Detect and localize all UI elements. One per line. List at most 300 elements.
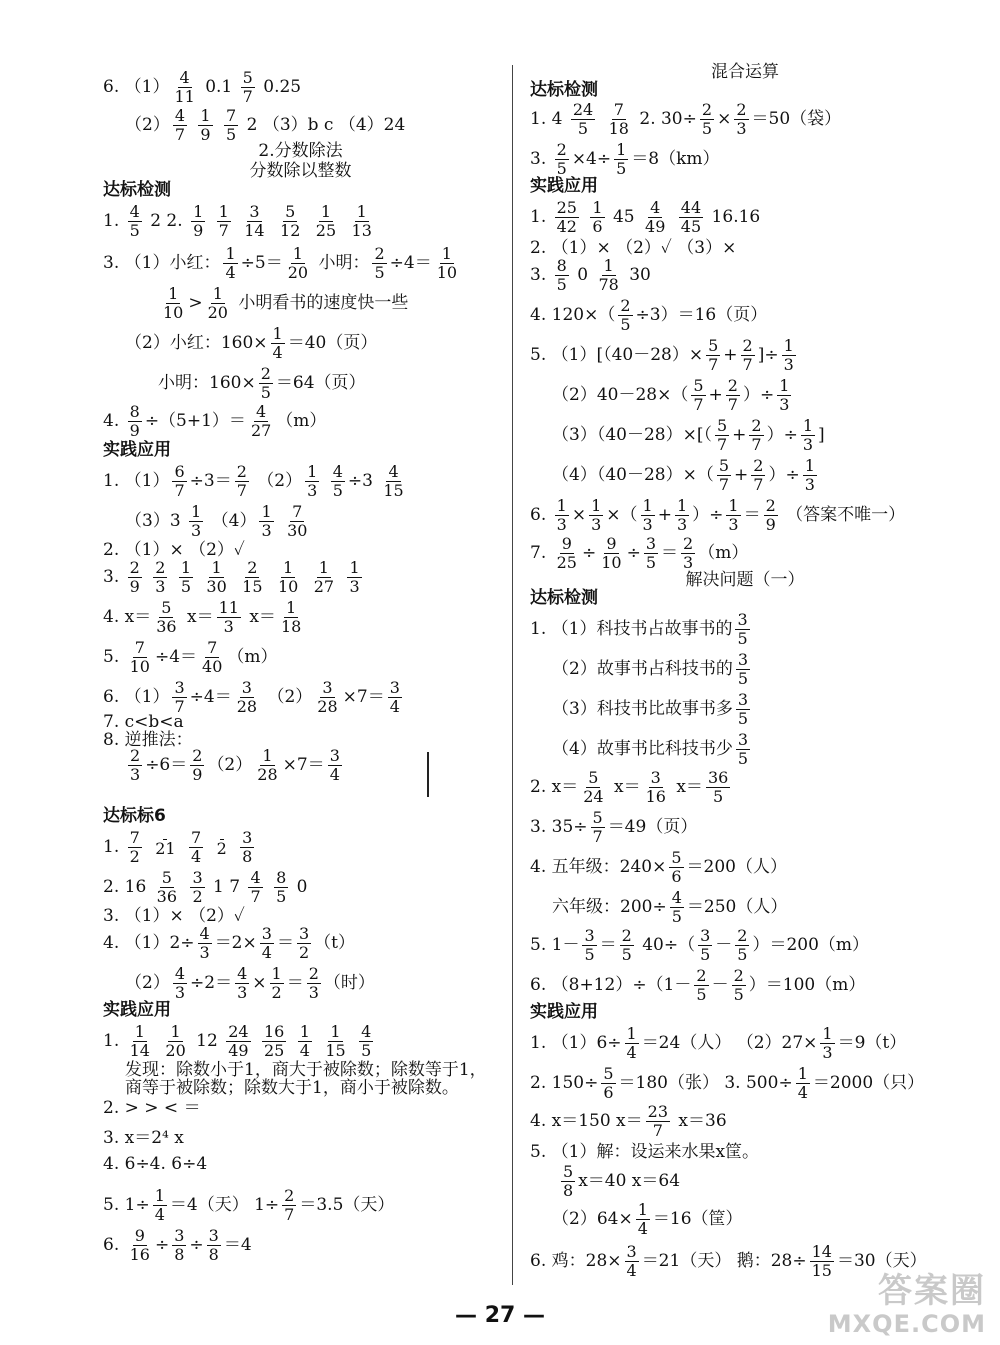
fraction <box>190 870 204 905</box>
fraction-numerator: 2 <box>733 966 744 985</box>
answer-text <box>582 207 587 227</box>
answer-text: 分数除以整数 <box>249 161 352 181</box>
fraction-numerator: 2 <box>284 1186 295 1205</box>
answer-line <box>530 692 753 727</box>
fraction <box>307 966 321 1001</box>
answer-text: 4. 120×（ <box>530 305 616 325</box>
fraction-denominator: 8 <box>208 1245 219 1264</box>
answer-text <box>266 877 271 897</box>
answer-line <box>103 1080 459 1097</box>
fraction-denominator: 5 <box>584 945 595 964</box>
answer-text: 5. （1）解：设运来水果x筐。 <box>530 1142 760 1162</box>
fraction <box>315 680 339 715</box>
fraction-numerator: 1 <box>170 1022 181 1041</box>
fraction <box>207 1228 221 1263</box>
answer-text: 4. x＝150 x＝ <box>530 1111 643 1131</box>
fraction-numerator: 5 <box>285 202 296 221</box>
fraction-denominator: 5 <box>226 125 237 144</box>
fraction <box>643 200 667 235</box>
fraction-denominator: 7 <box>174 125 186 144</box>
fraction <box>279 600 303 635</box>
answer-text: x＝ <box>181 607 214 627</box>
fraction-denominator: 3 <box>822 1043 833 1062</box>
fraction-denominator: 5 <box>645 553 657 572</box>
fraction-denominator: 5 <box>737 945 748 964</box>
answer-line <box>103 680 405 715</box>
fraction-numerator: 5 <box>716 416 728 435</box>
fraction <box>224 108 238 143</box>
answer-line <box>530 1026 906 1061</box>
answer-text: － <box>715 935 733 955</box>
answer-text <box>268 567 273 587</box>
fraction <box>372 246 386 281</box>
answer-text: ×4÷ <box>571 149 612 169</box>
answer-text: 实践应用 <box>103 1000 171 1020</box>
fraction-denominator: 10 <box>163 303 184 322</box>
fraction-denominator: 7 <box>174 481 185 500</box>
watermark-main: 答案圈 <box>878 1271 986 1312</box>
fraction-denominator: 3 <box>642 515 653 534</box>
fraction <box>590 200 604 235</box>
answer-text: ＝ <box>661 543 679 563</box>
fraction-denominator: 30 <box>287 521 308 540</box>
answer-text: x＝ <box>608 777 641 797</box>
fraction-denominator: 5 <box>671 907 682 926</box>
answer-text: 45 <box>607 207 641 227</box>
fraction-numerator: 6 <box>174 462 185 481</box>
answer-text: ＝50（袋） <box>751 109 842 129</box>
fraction-numerator: 1 <box>783 336 794 355</box>
fraction <box>274 870 288 905</box>
answer-text: 2. 16 <box>103 877 152 897</box>
fraction-denominator: 2 <box>271 983 282 1002</box>
fraction <box>248 870 262 905</box>
answer-text: 5. （1）[（40－28）× <box>530 345 704 365</box>
answer-line <box>103 1156 207 1173</box>
fraction-denominator: 3 <box>728 515 739 534</box>
fraction-numerator: 4 <box>256 402 267 421</box>
answer-text: （4）（40－28）×（ <box>552 465 714 485</box>
answer-line <box>530 298 767 333</box>
fraction-denominator: 8 <box>174 1245 185 1264</box>
fraction-denominator: 24 <box>583 787 604 806</box>
fraction-numerator: 3 <box>322 678 333 697</box>
answer-text: ÷（5+1）＝ <box>144 411 246 431</box>
answer-text: ）÷ <box>742 385 775 405</box>
answer-text: 达标检测 <box>530 588 598 608</box>
fraction <box>154 600 178 635</box>
answer-line <box>103 108 405 143</box>
answer-line <box>530 968 865 1003</box>
answer-text: 5. <box>103 647 125 667</box>
fraction-numerator: 4 <box>671 888 682 907</box>
fraction-numerator: 2 <box>129 558 140 577</box>
fraction-numerator: 2 <box>247 558 258 577</box>
fraction-denominator: 4 <box>389 697 400 716</box>
answer-text: 2. （1）× （2）✓ <box>103 540 245 560</box>
fraction-numerator: 23 <box>647 1102 669 1121</box>
answer-text: + <box>723 345 738 365</box>
answer-text: ＝30（天） <box>836 1251 927 1271</box>
answer-text: 7. c<b<a <box>103 712 184 732</box>
fraction-numerator: 5 <box>708 336 719 355</box>
fraction-denominator: 3 <box>779 395 790 414</box>
fraction-denominator: 5 <box>556 275 567 294</box>
answer-text: （3）科技书比故事书多 <box>552 699 733 719</box>
answer-text: 1. （1）6÷ <box>530 1033 622 1053</box>
fraction-denominator: 4 <box>190 847 202 866</box>
fraction-numerator: 1 <box>603 256 614 275</box>
fraction-denominator: 9 <box>129 577 140 596</box>
fraction-denominator: 2 <box>298 943 310 962</box>
fraction <box>732 968 746 1003</box>
fraction <box>128 830 142 865</box>
answer-text: ＝21（天） 鹅：28÷ <box>641 1251 807 1271</box>
fraction-denominator: 27 <box>250 421 272 440</box>
fraction-denominator: 7 <box>242 87 253 106</box>
answer-text: 发现：除数小于1，商大于被除数；除数等于1， <box>125 1060 487 1080</box>
fraction <box>260 926 274 961</box>
fraction-numerator: 2 <box>753 456 764 475</box>
fraction-denominator: 25 <box>263 1041 285 1060</box>
fraction-denominator: 9 <box>193 221 204 240</box>
fraction-denominator: 3 <box>804 475 815 494</box>
fraction-numerator: 3 <box>645 534 657 553</box>
fraction-denominator: 7 <box>284 1205 295 1224</box>
fraction <box>735 612 749 647</box>
fraction-denominator: 5 <box>737 669 749 688</box>
answer-line <box>103 1024 376 1059</box>
fraction-denominator: 5 <box>700 945 711 964</box>
fraction-numerator: 1 <box>261 502 272 521</box>
answer-text: 6. （1） <box>103 77 170 97</box>
fraction-numerator: 9 <box>561 534 572 553</box>
answer-text: x＝ <box>243 607 276 627</box>
fraction-numerator: 1 <box>802 416 814 435</box>
section-heading <box>103 442 171 459</box>
fraction <box>591 810 605 845</box>
answer-text: ＝ <box>276 933 294 953</box>
answer-text: × <box>571 505 587 525</box>
answer-text: ÷6＝ <box>145 755 188 775</box>
fraction-numerator: 1 <box>356 202 367 221</box>
answer-text: ×7＝ <box>342 687 385 707</box>
fraction-denominator: 2 <box>216 839 227 858</box>
answer-line <box>530 652 753 687</box>
fraction-denominator: 5 <box>737 629 748 648</box>
fraction <box>636 1202 650 1237</box>
answer-text: （m） <box>276 411 327 431</box>
answer-text: ÷4＝ <box>154 647 198 667</box>
answer-text <box>277 511 282 531</box>
fraction-numerator: 4 <box>199 924 210 943</box>
fraction-denominator: 3 <box>191 521 202 540</box>
fraction <box>153 560 167 595</box>
answer-line <box>530 1066 924 1101</box>
fraction-numerator: 1 <box>168 284 179 303</box>
section-heading <box>530 82 598 99</box>
answer-text: 3. x＝2⁴ x <box>103 1128 184 1148</box>
fraction-denominator: 5 <box>129 221 140 240</box>
answer-text: 小明：160× <box>158 373 256 393</box>
fraction <box>206 286 230 321</box>
fraction-denominator: 4 <box>272 343 283 362</box>
fraction <box>189 504 203 539</box>
answer-line <box>103 640 278 675</box>
answer-text: 3. <box>103 567 125 587</box>
answer-text <box>305 211 310 231</box>
fraction <box>191 204 205 239</box>
fraction-denominator: 14 <box>244 221 265 240</box>
fraction-numerator: 11 <box>218 598 239 617</box>
answer-line <box>530 612 753 647</box>
fraction-numerator: 1 <box>299 1022 310 1041</box>
fraction-denominator: 4 <box>261 943 272 962</box>
fraction <box>278 204 302 239</box>
answer-text: ÷4＝ <box>189 687 232 707</box>
fraction <box>679 200 703 235</box>
fraction <box>217 600 241 635</box>
fraction-denominator: 3 <box>174 983 186 1002</box>
fraction <box>751 458 765 493</box>
answer-line <box>530 338 799 373</box>
fraction-denominator: 7 <box>742 355 753 374</box>
fraction <box>259 366 273 401</box>
fraction-numerator: 4 <box>332 462 343 481</box>
answer-line <box>103 1062 487 1079</box>
fraction-numerator: 3 <box>174 678 185 697</box>
fraction-denominator: 25 <box>556 553 577 572</box>
fraction-numerator: 1 <box>292 244 303 263</box>
fraction-denominator: 7 <box>753 475 764 494</box>
answer-text: 4. 五年级：240× <box>530 857 667 877</box>
fraction-denominator: 7 <box>708 355 719 374</box>
fraction-numerator: 7 <box>207 638 218 657</box>
fraction-denominator: 11 <box>174 87 195 106</box>
answer-line <box>103 246 462 281</box>
answer-text <box>196 567 201 587</box>
fraction <box>691 378 705 413</box>
answer-line <box>103 908 245 925</box>
answer-text: > <box>188 293 203 313</box>
fraction-numerator: 4 <box>250 868 261 887</box>
fraction-denominator: 2 <box>129 847 140 866</box>
fraction-numerator: 2 <box>236 462 247 481</box>
fraction-numerator: 2 <box>736 100 747 119</box>
answer-text: ＝ <box>599 935 617 955</box>
fraction-denominator: 3 <box>676 515 688 534</box>
answer-text: ＝16（筐） <box>652 1209 743 1229</box>
fraction-denominator: 5 <box>620 315 631 334</box>
answer-text: 达标标6 <box>103 806 166 826</box>
fraction-numerator: 2 <box>192 746 203 765</box>
fraction-denominator: 21 <box>155 839 176 858</box>
answer-text: 16.16 <box>706 207 761 227</box>
fraction-numerator: 1 <box>676 496 688 515</box>
fraction-denominator: 7 <box>652 1121 663 1140</box>
answer-text: ）÷ <box>692 505 724 525</box>
answer-line <box>530 258 651 293</box>
fraction-denominator: 7 <box>218 221 229 240</box>
fraction <box>331 464 345 499</box>
answer-text: 8. 逆推法： <box>103 730 193 750</box>
answer-line <box>530 240 736 257</box>
answer-text: ＝64（页） <box>275 373 366 393</box>
watermark-logo <box>828 1273 986 1337</box>
answer-text: （t） <box>314 933 355 953</box>
fraction <box>128 404 142 439</box>
fraction-numerator: 2 <box>260 364 271 383</box>
answer-text: 4. 6÷4. 6÷4 <box>103 1154 208 1174</box>
answer-text <box>208 211 213 231</box>
fraction-denominator: 49 <box>645 217 666 236</box>
fraction-numerator: 9 <box>606 534 617 553</box>
fraction <box>173 966 187 1001</box>
answer-text: 六年级：200÷ <box>552 897 667 917</box>
fraction-denominator: 12 <box>280 221 301 240</box>
answer-text: 1. （1） <box>103 471 170 491</box>
answer-text: 6. 鸡：28× <box>530 1251 622 1271</box>
answer-text: ＝8（km） <box>631 149 720 169</box>
answer-text <box>598 109 603 129</box>
fraction <box>153 1188 167 1223</box>
fraction <box>286 246 310 281</box>
fraction-denominator: 15 <box>383 481 404 500</box>
answer-text: 6. <box>530 505 552 525</box>
fraction <box>200 640 224 675</box>
fraction <box>226 1024 250 1059</box>
answer-text: － <box>711 975 729 995</box>
answer-text: （2）40－28×（ <box>552 385 689 405</box>
fraction <box>717 458 731 493</box>
fraction <box>582 928 596 963</box>
answer-text: 3. （1）× （2）✓ <box>103 906 245 926</box>
fraction <box>298 1024 312 1059</box>
answer-line <box>103 1100 201 1117</box>
fraction-numerator: 5 <box>671 848 682 867</box>
fraction-denominator: 40 <box>202 657 223 676</box>
fraction-denominator: 14 <box>129 1041 150 1060</box>
fraction-numerator: 7 <box>292 502 303 521</box>
fraction-denominator: 10 <box>601 553 622 572</box>
answer-text <box>341 211 346 231</box>
answer-text <box>270 211 275 231</box>
fraction <box>305 464 319 499</box>
fraction-denominator: 5 <box>616 159 627 178</box>
fraction-numerator: 2 <box>737 926 748 945</box>
answer-text: 实践应用 <box>530 1002 598 1022</box>
fraction-denominator: 9 <box>200 125 211 144</box>
fraction <box>646 1104 670 1139</box>
fraction-denominator: 5 <box>260 383 271 402</box>
fraction <box>323 1024 347 1059</box>
fraction <box>128 204 142 239</box>
fraction <box>625 1026 639 1061</box>
answer-text: ÷3）＝16（页） <box>635 305 768 325</box>
answer-text: ÷3 <box>347 471 379 491</box>
fraction <box>153 838 177 857</box>
fraction-denominator: 49 <box>228 1041 249 1060</box>
fraction-denominator: 3 <box>783 355 794 374</box>
answer-text: 1. <box>530 207 552 227</box>
fraction-denominator: 25 <box>315 221 337 240</box>
fraction-denominator: 4 <box>626 1043 637 1062</box>
answer-text <box>303 567 308 587</box>
answer-line <box>530 732 753 767</box>
fraction-numerator: 16 <box>263 1022 285 1041</box>
fraction-numerator: 1 <box>225 244 236 263</box>
fraction <box>314 204 338 239</box>
fraction <box>726 498 740 533</box>
answer-line <box>103 748 345 783</box>
fraction <box>555 536 579 571</box>
fraction <box>694 968 708 1003</box>
fraction-numerator: 1 <box>307 462 318 481</box>
fraction <box>235 464 249 499</box>
answer-text: （3）（40－28）×[（ <box>552 425 712 445</box>
fraction-numerator: 1 <box>193 202 204 221</box>
subsection-title <box>530 572 960 589</box>
fraction <box>715 418 729 453</box>
answer-line <box>103 326 377 361</box>
answer-text: ×（ <box>606 505 638 525</box>
fraction-denominator: 3 <box>736 119 747 138</box>
answer-line <box>530 200 760 235</box>
answer-text: ＝49（页） <box>607 817 698 837</box>
fraction <box>803 458 817 493</box>
fraction-numerator: 1 <box>262 746 273 765</box>
fraction-denominator: 5 <box>713 787 724 806</box>
fraction <box>282 1188 296 1223</box>
answer-line <box>103 1228 252 1263</box>
fraction <box>128 640 152 675</box>
answer-text: 3. <box>530 149 552 169</box>
fraction <box>359 1024 373 1059</box>
fraction <box>614 142 628 177</box>
fraction-numerator: 1 <box>320 202 332 221</box>
fraction-numerator: 2 <box>621 926 632 945</box>
fraction-denominator: 36 <box>156 887 178 906</box>
fraction-denominator: 3 <box>349 577 360 596</box>
fraction <box>242 204 266 239</box>
answer-text: x＝40 x＝64 <box>578 1171 681 1191</box>
fraction-denominator: 5 <box>332 481 343 500</box>
answer-line <box>103 600 306 635</box>
fraction-denominator: 3 <box>261 521 272 540</box>
fraction-denominator: 7 <box>693 395 704 414</box>
answer-text: 3. <box>530 265 552 285</box>
fraction <box>190 748 204 783</box>
answer-text: 1 7 <box>207 877 246 897</box>
fraction <box>128 748 142 783</box>
answer-text: 2. 30÷ <box>633 109 697 129</box>
answer-line <box>530 850 787 885</box>
fraction-numerator: 3 <box>584 926 595 945</box>
fraction-denominator: 16 <box>645 787 666 806</box>
subsection-title <box>530 64 960 81</box>
answer-text: ＝24（人） （2）27× <box>641 1033 818 1053</box>
answer-text: 1. <box>103 1031 125 1051</box>
answer-text: + <box>708 385 723 405</box>
fraction-numerator: 1 <box>271 964 282 983</box>
section-heading <box>103 808 166 825</box>
fraction <box>596 258 620 293</box>
fraction-numerator: 9 <box>134 1226 145 1245</box>
fraction-denominator: 7 <box>718 475 730 494</box>
fraction-numerator: 8 <box>129 402 140 421</box>
fraction-numerator: 2 <box>696 966 707 985</box>
answer-text <box>234 211 239 231</box>
